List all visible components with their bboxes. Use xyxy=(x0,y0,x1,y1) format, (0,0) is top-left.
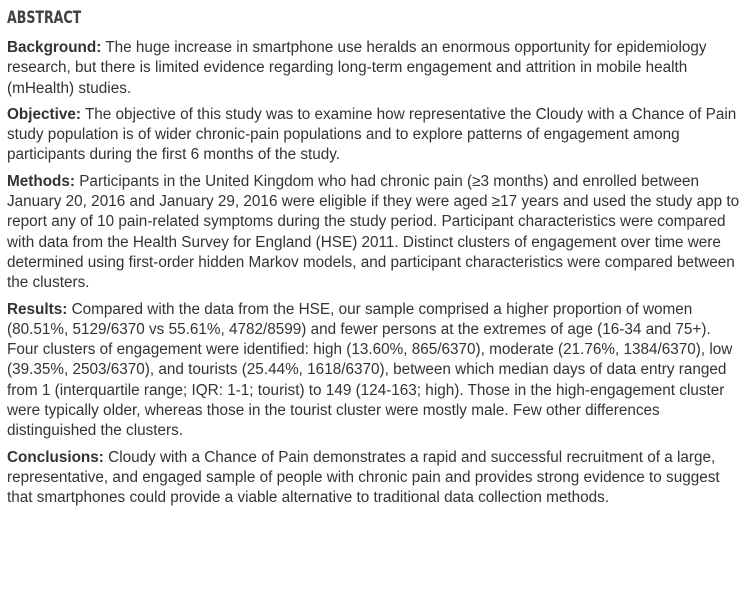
abstract-section xyxy=(7,8,744,515)
results-label: Results: xyxy=(7,300,68,318)
conclusions-text: Cloudy with a Chance of Pain demonstrates a rapid and successful recruitment of a large, representative, and engaged sample of people with chronic pain and provides strong evidence to suggest that smartphones could provide a viable alternative to traditional data collection methods. xyxy=(7,448,720,507)
conclusions-label: Conclusions: xyxy=(7,448,104,466)
background-text: The huge increase in smartphone use heralds an enormous opportunity for epidemiology research, but there is limited evidence regarding long-term engagement and attrition in mobile health (mHealth) studies. xyxy=(7,39,707,97)
objective-label: Objective: xyxy=(7,105,81,123)
objective-paragraph xyxy=(7,105,744,166)
methods-text: Participants in the United Kingdom who had chronic pain (≥3 months) and enrolled between January 20, 2016 and January 29, 2016 were eligible if they were aged ≥17 years and used the study app to report any of 10 pain-related symptoms during the study period. Participant characteristics were compared with data from the Health Survey for England (HSE) 2011. Distinct clusters of engagement over time were determined using first-order hidden Markov models, and participant characteristics were compared between the clusters. xyxy=(7,172,740,292)
background-paragraph xyxy=(7,38,744,99)
results-text: Compared with the data from the HSE, our sample comprised a higher proportion of women (80.51%, 5129/6370 vs 55.61%, 4782/8599) and fewer persons at the extremes of age (16-34 and 75+). Four clusters of engagement were identified: high (13.60%, 865/6370), moderate (21.76%, 1384/6370), low (39.35%, 2503/6370), and tourists (25.44%, 1618/6370), between which median days of data entry ranged from 1 (interquartile range; IQR: 1-1; tourist) to 149 (124-163; high). Those in the high-engagement cluster were typically older, whereas those in the tourist cluster were mostly male. Few other differences distinguished the clusters. xyxy=(7,300,733,440)
abstract-heading: ABSTRACT xyxy=(7,8,82,28)
methods-paragraph xyxy=(7,172,744,294)
background-label: Background: xyxy=(7,39,102,56)
conclusions-paragraph xyxy=(7,448,744,509)
methods-label: Methods: xyxy=(7,172,75,190)
objective-text: The objective of this study was to examine how representative the Cloudy with a Chance of Pain study population is of wider chronic-pain populations and to explore patterns of engagement among participants during the first 6 months of the study. xyxy=(7,105,737,164)
results-paragraph xyxy=(7,300,744,442)
